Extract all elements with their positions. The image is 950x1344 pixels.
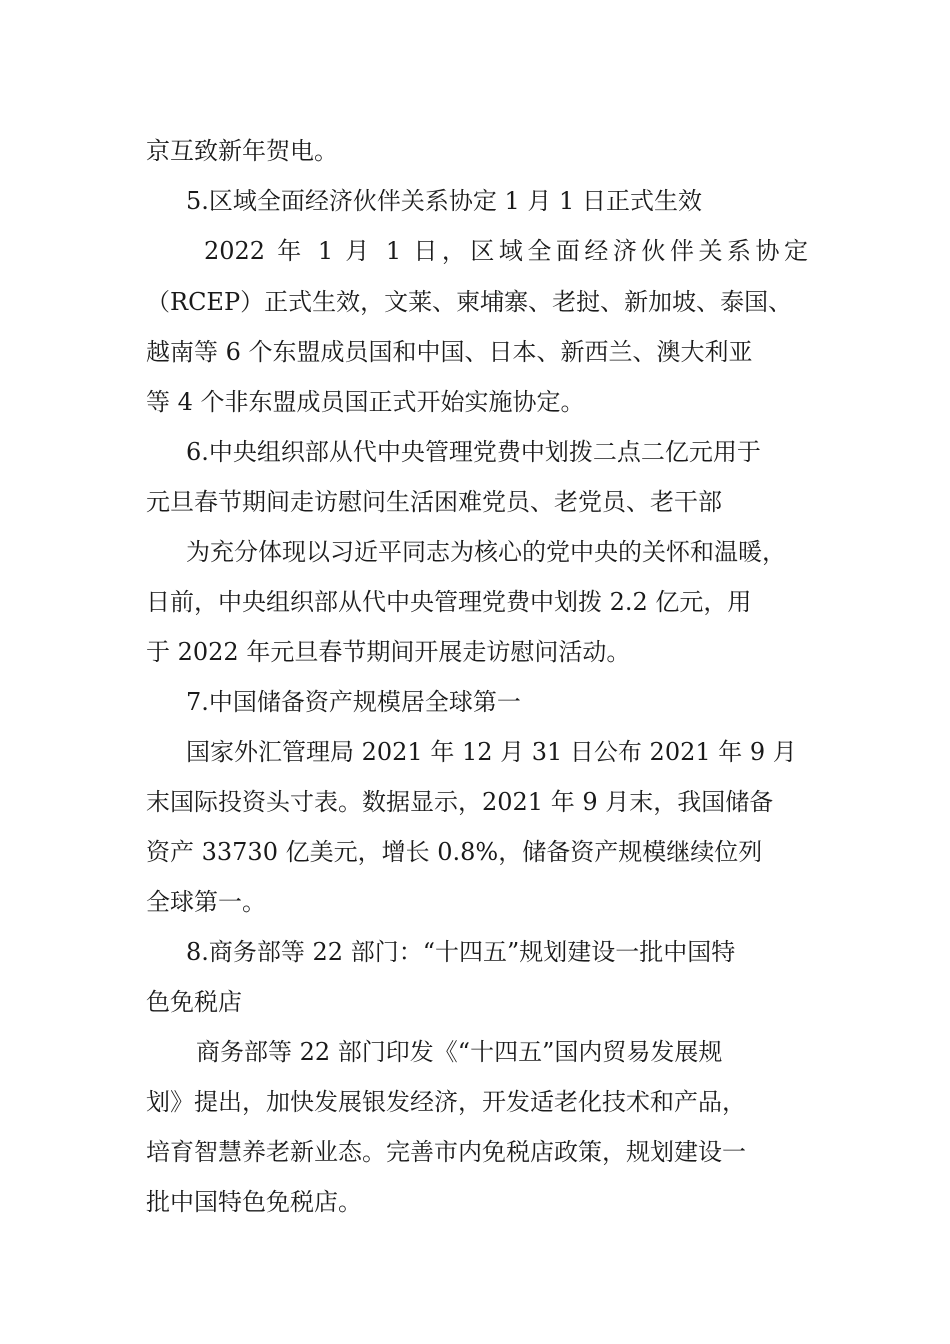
section-heading-8: 8.商务部等 22 部门：“十四五”规划建设一批中国特: [186, 938, 736, 966]
paragraph-line: 培育智慧养老新业态。完善市内免税店政策，规划建设一: [146, 1138, 746, 1166]
section-heading-7: 7.中国储备资产规模居全球第一: [186, 688, 521, 716]
paragraph-line: 2022 年 1 月 1 日，区域全面经济伙伴关系协定: [204, 237, 808, 265]
paragraph-line: 日前，中央组织部从代中央管理党费中划拨 2.2 亿元，用: [146, 588, 752, 616]
paragraph-line: 京互致新年贺电。: [146, 137, 338, 165]
section-heading-8-continued: 色免税店: [146, 988, 242, 1016]
section-heading-6: 6.中央组织部从代中央管理党费中划拨二点二亿元用于: [186, 438, 761, 466]
paragraph-line: 末国际投资头寸表。数据显示，2021 年 9 月末，我国储备: [146, 788, 774, 816]
paragraph-line: 国家外汇管理局 2021 年 12 月 31 日公布 2021 年 9 月: [186, 738, 797, 766]
paragraph-line: 商务部等 22 部门印发《“十四五”国内贸易发展规: [196, 1038, 723, 1066]
paragraph-line: 等 4 个非东盟成员国正式开始实施协定。: [146, 388, 585, 416]
paragraph-line: 越南等 6 个东盟成员国和中国、日本、新西兰、澳大利亚: [146, 338, 753, 366]
paragraph-line: 批中国特色免税店。: [146, 1188, 362, 1216]
paragraph-line: 于 2022 年元旦春节期间开展走访慰问活动。: [146, 638, 631, 666]
section-heading-5: 5.区域全面经济伙伴关系协定 1 月 1 日正式生效: [186, 187, 702, 215]
paragraph-line: 全球第一。: [146, 888, 266, 916]
paragraph-line: 为充分体现以习近平同志为核心的党中央的关怀和温暖，: [186, 538, 786, 566]
paragraph-line: （RCEP）正式生效，文莱、柬埔寨、老挝、新加坡、泰国、: [146, 288, 793, 316]
section-heading-6-continued: 元旦春节期间走访慰问生活困难党员、老党员、老干部: [146, 488, 722, 516]
paragraph-line: 划》提出，加快发展银发经济，开发适老化技术和产品，: [146, 1088, 746, 1116]
paragraph-line: 资产 33730 亿美元，增长 0.8%，储备资产规模继续位列: [146, 838, 763, 866]
